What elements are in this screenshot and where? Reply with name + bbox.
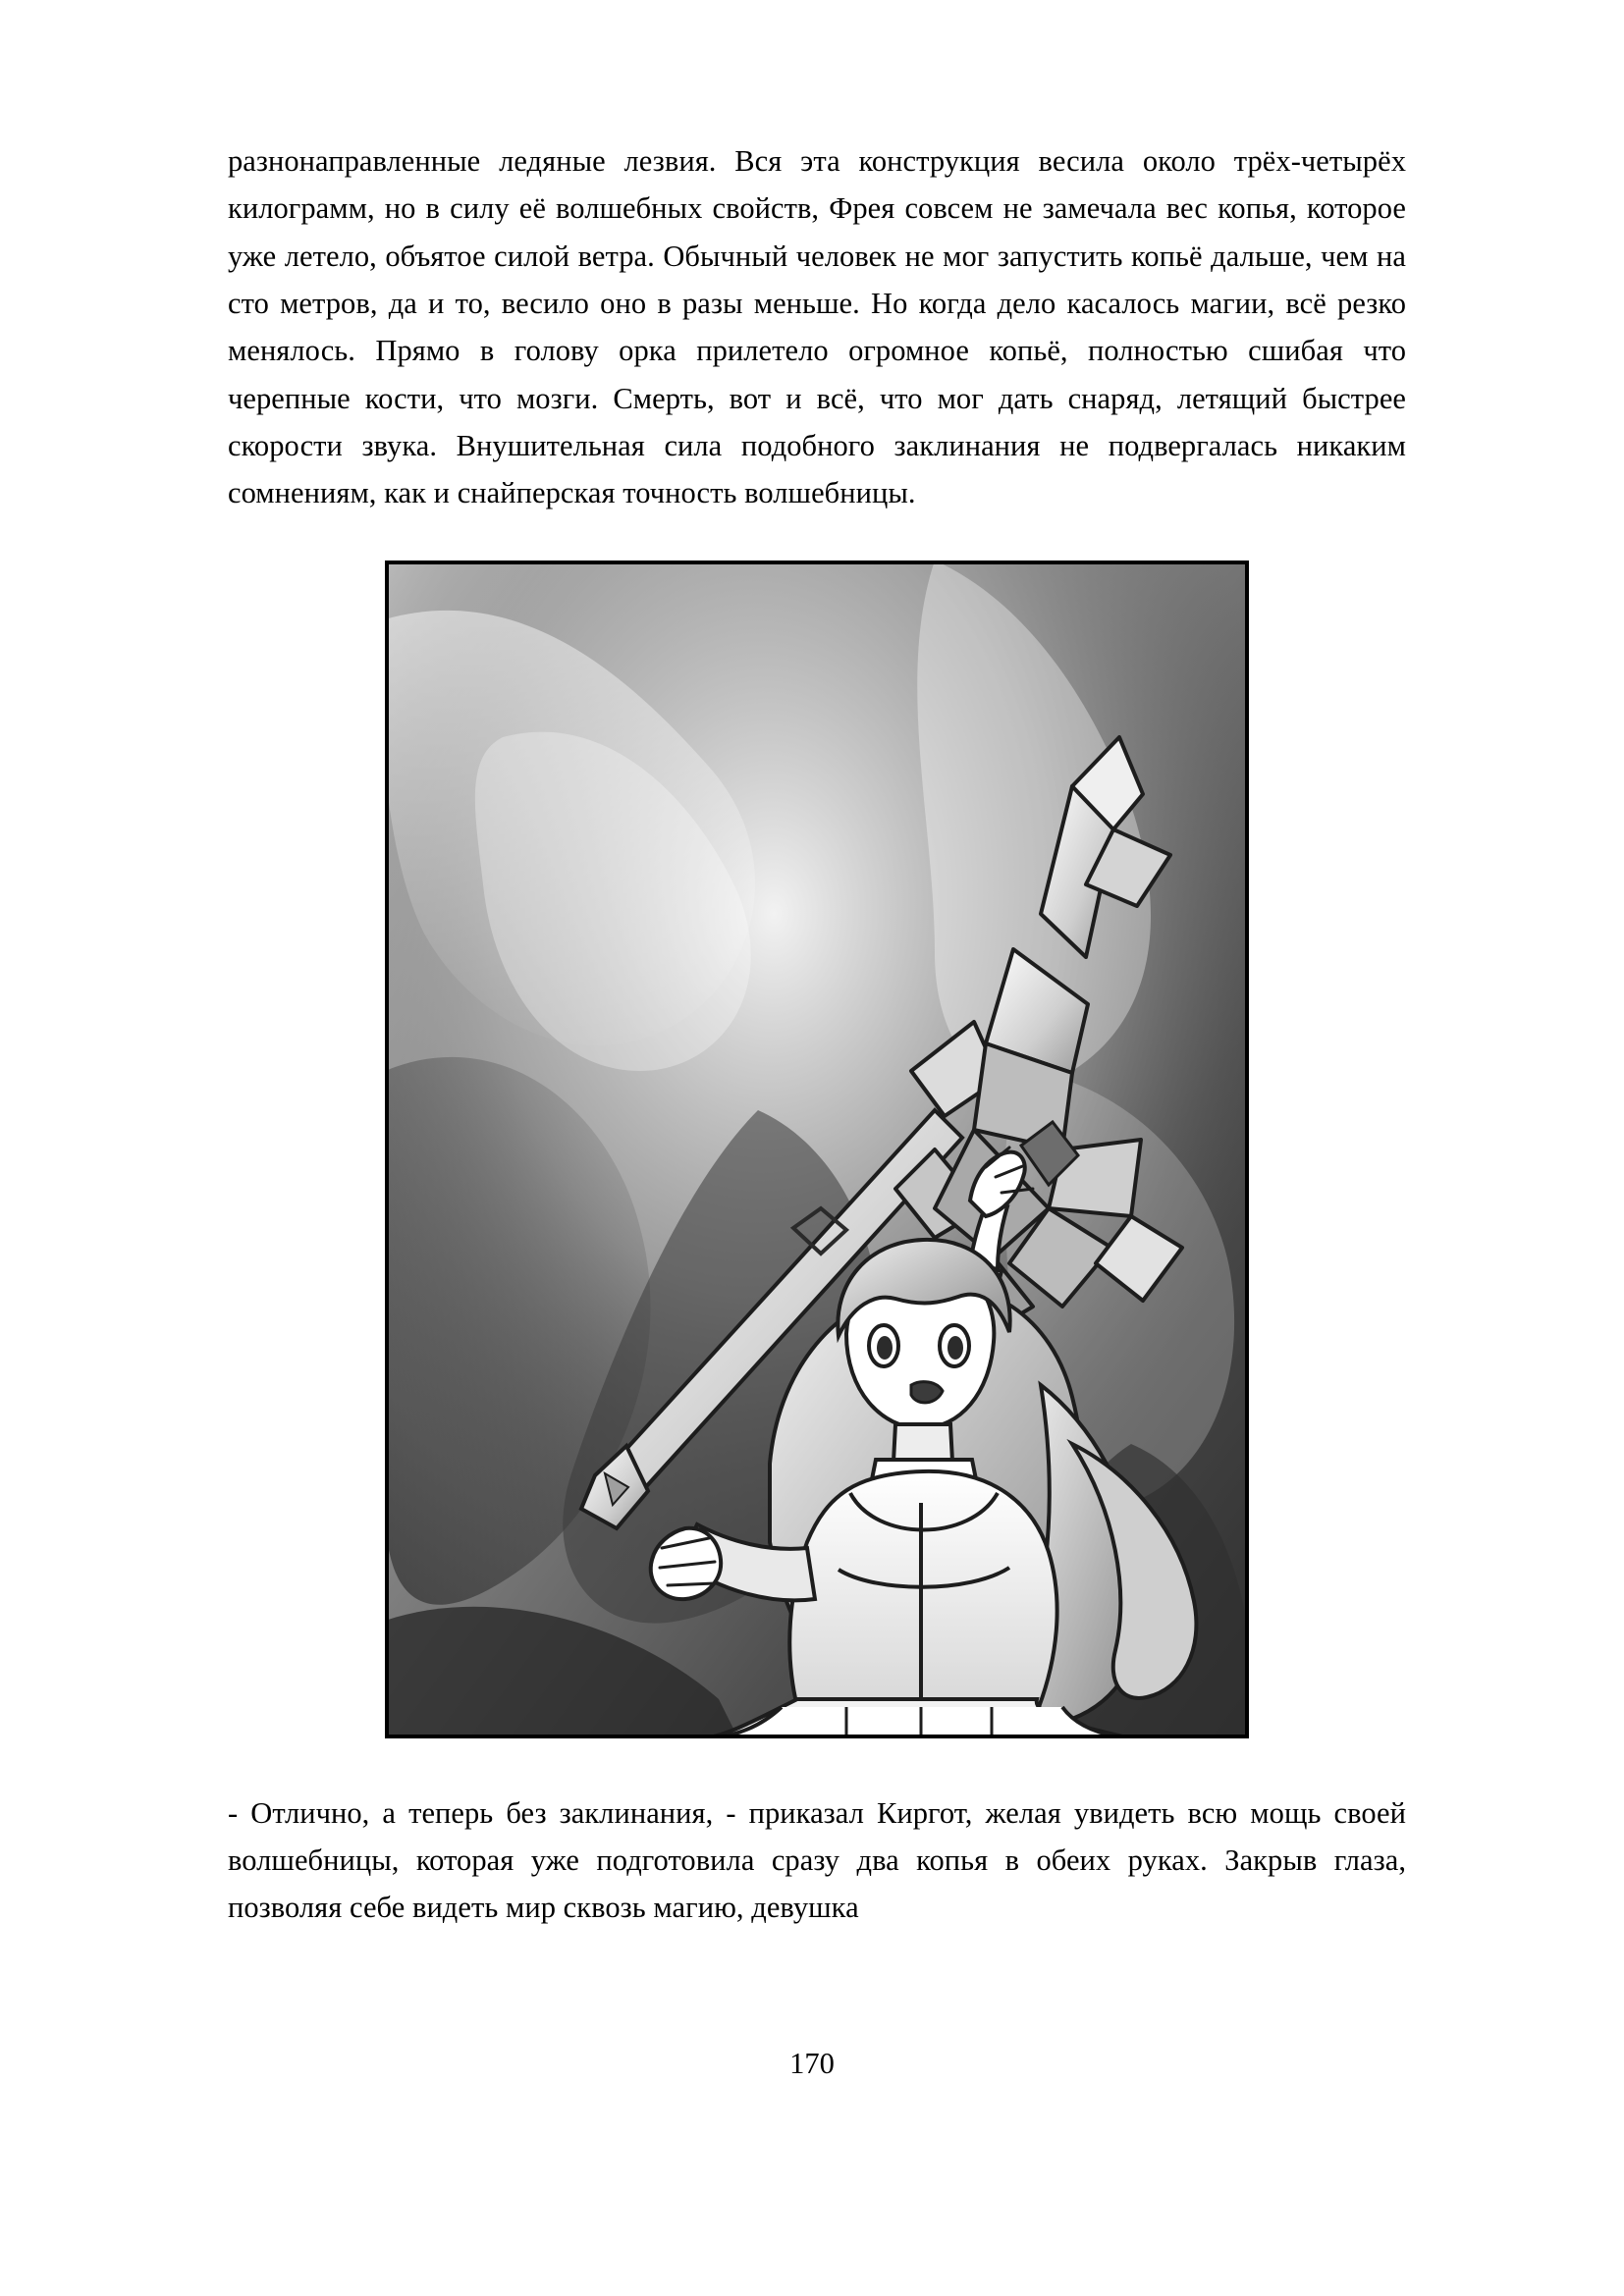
page-number: 170 [789, 2047, 835, 2080]
page-content [228, 137, 1406, 1932]
paragraph-top: разнонаправленные ледяные лезвия. Вся эта конструкция весила около трёх-четырёх килограмм, но в силу её волшебных свойств, Фрея совсем не замечала вес копья, которое уже летело, объятое силой ветра. Обычный человек не мог запустить копьё дальше, чем на сто метров, да и то, весило оно в разы меньше. Но когда дело касалось магии, всё резко менялось. Прямо в голову орка прилетело огромное копьё, полностью сшибая что черепные кости, что мозги. Смерть, вот и всё, что мог дать снаряд, летящий быстрее скорости звука. Внушительная сила подобного заклинания не подвергалась никаким сомнениям, как и снайперская точность волшебницы. [228, 144, 1406, 510]
illustration-figure [228, 561, 1406, 1738]
manga-illustration-mage-with-spear-icon [385, 561, 1249, 1738]
illustration-frame [385, 561, 1249, 1738]
paragraph-bottom: - Отлично, а теперь без заклинания, - приказал Киргот, желая увидеть всю мощь своей волшебницы, которая уже подготовила сразу два копья в обеих руках. Закрыв глаза, позволяя себе видеть мир сквозь магию, девушка [228, 1795, 1406, 1925]
